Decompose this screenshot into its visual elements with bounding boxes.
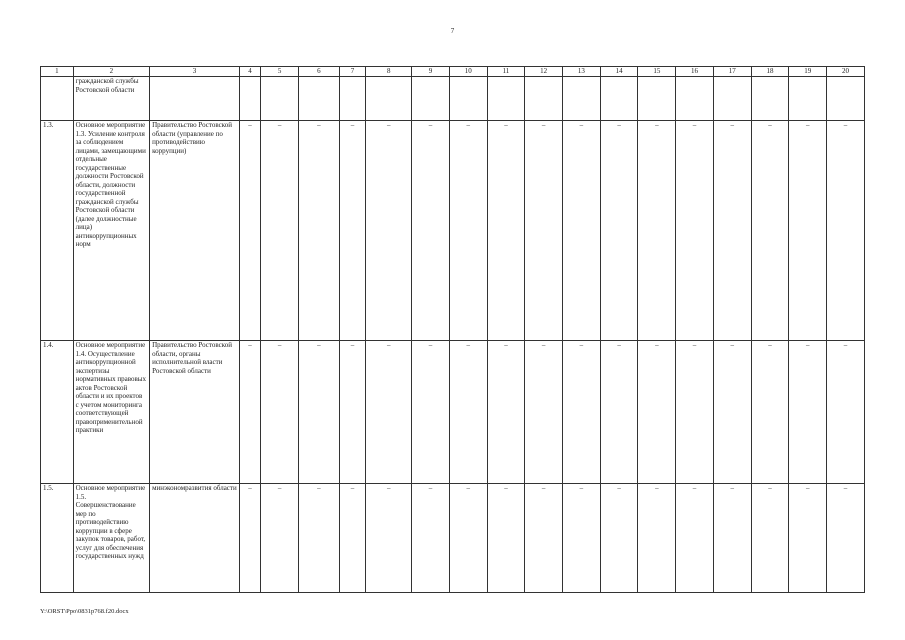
- row-number-cell: [41, 77, 74, 121]
- value-cell: [412, 77, 450, 121]
- measure-name-cell: Основное мероприятие 1.4. Осуществление антикоррупционной экспертизы нормативных правовых актов Ростовской области и их проектов с учетом мониторинга соответствующей правоприменительной практики: [73, 341, 149, 484]
- value-cell: –: [638, 341, 676, 484]
- value-cell: –: [412, 341, 450, 484]
- value-cell: [239, 77, 260, 121]
- col-header: 12: [525, 67, 563, 77]
- value-cell: –: [563, 484, 601, 593]
- value-cell: [827, 77, 865, 121]
- value-cell: [638, 77, 676, 121]
- value-cell: –: [638, 121, 676, 341]
- col-header: 15: [638, 67, 676, 77]
- value-cell: –: [827, 121, 865, 341]
- value-cell: –: [487, 341, 525, 484]
- executor-cell: Правительство Ростовской области, органы исполнительной власти Ростовской области: [150, 341, 240, 484]
- col-header: 11: [487, 67, 525, 77]
- col-header: 20: [827, 67, 865, 77]
- value-cell: –: [261, 341, 299, 484]
- col-header: 8: [366, 67, 412, 77]
- file-path-footer: Y:\ORST\Ppo\0831p768.f20.docx: [40, 608, 129, 615]
- value-cell: –: [412, 484, 450, 593]
- value-cell: –: [298, 121, 339, 341]
- row-number-cell: 1.5.: [41, 484, 74, 593]
- col-header: 2: [73, 67, 149, 77]
- value-cell: [751, 77, 789, 121]
- col-header: 5: [261, 67, 299, 77]
- value-cell: –: [525, 121, 563, 341]
- value-cell: –: [366, 341, 412, 484]
- value-cell: –: [261, 121, 299, 341]
- value-cell: –: [676, 484, 714, 593]
- value-cell: –: [638, 484, 676, 593]
- value-cell: –: [789, 484, 827, 593]
- value-cell: [366, 77, 412, 121]
- table-row: [41, 121, 865, 341]
- value-cell: –: [751, 341, 789, 484]
- col-header: 19: [789, 67, 827, 77]
- executor-cell: [150, 77, 240, 121]
- col-header: 7: [339, 67, 366, 77]
- col-header: 6: [298, 67, 339, 77]
- value-cell: –: [789, 121, 827, 341]
- value-cell: –: [298, 484, 339, 593]
- value-cell: [713, 77, 751, 121]
- col-header: 4: [239, 67, 260, 77]
- value-cell: –: [789, 341, 827, 484]
- value-cell: –: [339, 341, 366, 484]
- value-cell: [449, 77, 487, 121]
- col-header: 3: [150, 67, 240, 77]
- header-row: [41, 67, 865, 77]
- value-cell: –: [449, 121, 487, 341]
- value-cell: –: [827, 484, 865, 593]
- value-cell: –: [366, 484, 412, 593]
- value-cell: –: [525, 484, 563, 593]
- value-cell: –: [339, 484, 366, 593]
- measure-name-cell: Основное мероприятие 1.5. Совершенствование мер по противодействию коррупции в сфере закупок товаров, работ, услуг для обеспечения государственных нужд: [73, 484, 149, 593]
- value-cell: –: [239, 484, 260, 593]
- value-cell: [298, 77, 339, 121]
- value-cell: –: [713, 341, 751, 484]
- table-row: [41, 77, 865, 121]
- value-cell: [525, 77, 563, 121]
- value-cell: –: [239, 121, 260, 341]
- value-cell: [676, 77, 714, 121]
- value-cell: –: [676, 341, 714, 484]
- value-cell: [789, 77, 827, 121]
- value-cell: –: [713, 121, 751, 341]
- table-row: [41, 341, 865, 484]
- value-cell: [339, 77, 366, 121]
- value-cell: –: [600, 121, 638, 341]
- value-cell: [487, 77, 525, 121]
- value-cell: –: [563, 341, 601, 484]
- value-cell: –: [261, 484, 299, 593]
- col-header: 10: [449, 67, 487, 77]
- value-cell: [261, 77, 299, 121]
- row-number-cell: 1.4.: [41, 341, 74, 484]
- executor-cell: Правительство Ростовской области (управление по противодействию коррупции): [150, 121, 240, 341]
- value-cell: –: [239, 341, 260, 484]
- col-header: 14: [600, 67, 638, 77]
- page-number: 7: [450, 27, 455, 35]
- row-number-cell: 1.3.: [41, 121, 74, 341]
- col-header: 1: [41, 67, 74, 77]
- col-header: 18: [751, 67, 789, 77]
- measure-name-cell: гражданской службы Ростовской области: [73, 77, 149, 121]
- value-cell: –: [751, 484, 789, 593]
- col-header: 13: [563, 67, 601, 77]
- value-cell: –: [600, 484, 638, 593]
- value-cell: –: [412, 121, 450, 341]
- col-header: 17: [713, 67, 751, 77]
- table-row: [41, 484, 865, 593]
- value-cell: –: [366, 121, 412, 341]
- value-cell: –: [676, 121, 714, 341]
- col-header: 16: [676, 67, 714, 77]
- value-cell: –: [449, 341, 487, 484]
- value-cell: –: [298, 341, 339, 484]
- value-cell: –: [600, 341, 638, 484]
- value-cell: –: [449, 484, 487, 593]
- value-cell: –: [525, 341, 563, 484]
- value-cell: –: [487, 121, 525, 341]
- measure-name-cell: Основное мероприятие 1.3. Усиление контроля за соблюдением лицами, замещающими отдельные государственные должности Ростовской области, должности государственной гражданской службы Ростовской области (далее должностные лица) антикоррупционных норм: [73, 121, 149, 341]
- col-header: 9: [412, 67, 450, 77]
- executor-cell: минэкономразвития области: [150, 484, 240, 593]
- value-cell: –: [339, 121, 366, 341]
- value-cell: –: [713, 484, 751, 593]
- value-cell: –: [487, 484, 525, 593]
- program-table: [40, 66, 865, 593]
- value-cell: –: [751, 121, 789, 341]
- value-cell: –: [563, 121, 601, 341]
- value-cell: [600, 77, 638, 121]
- value-cell: –: [827, 341, 865, 484]
- value-cell: [563, 77, 601, 121]
